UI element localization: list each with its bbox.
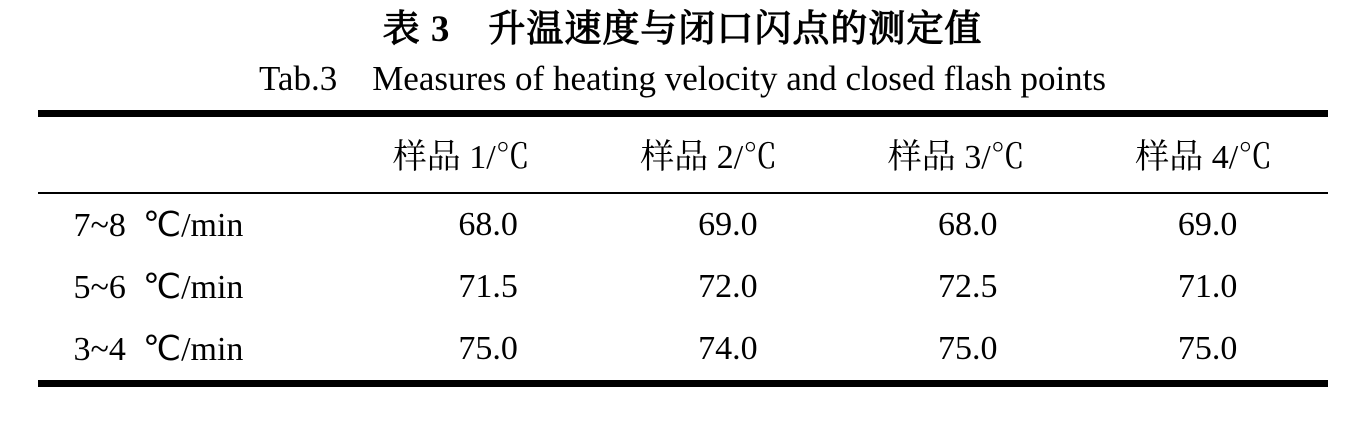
- row-label-heating-rate-5-6: 5~6 ℃/min: [73, 269, 244, 306]
- cell-r2-c4: 75.0: [1177, 330, 1238, 367]
- table-row: [38, 194, 1328, 256]
- column-header-sample-2: 样品 2/℃: [640, 139, 778, 176]
- table-caption: [0, 0, 1365, 102]
- cell-r1-c3: 72.5: [937, 268, 998, 305]
- table-bottom-rule: [38, 380, 1328, 387]
- cell-r0-c3: 68.0: [937, 206, 998, 243]
- table-top-rule: [38, 110, 1328, 117]
- cell-r2-c3: 75.0: [937, 330, 998, 367]
- table-body: [38, 194, 1328, 380]
- measurement-table-body: [38, 194, 1328, 380]
- measurement-table: [38, 117, 1328, 192]
- row-label-heating-rate-7-8: 7~8 ℃/min: [73, 207, 244, 244]
- table-row: [38, 318, 1328, 380]
- column-header-sample-1: 样品 1/℃: [392, 139, 530, 176]
- cell-r0-c4: 69.0: [1177, 206, 1238, 243]
- caption-chinese: 表 3 升温速度与闭口闪点的测定值: [382, 9, 983, 50]
- column-header-blank: [38, 117, 338, 192]
- cell-r1-c2: 72.0: [698, 268, 758, 305]
- table-header: [38, 117, 1328, 192]
- cell-r0-c1: 68.0: [458, 206, 518, 243]
- column-header-sample-4: 样品 4/℃: [1135, 139, 1273, 176]
- table-container: [38, 110, 1328, 387]
- cell-r1-c4: 71.0: [1177, 268, 1238, 305]
- cell-r2-c1: 75.0: [458, 330, 518, 367]
- table-row: [38, 256, 1328, 318]
- row-label-heating-rate-3-4: 3~4 ℃/min: [73, 331, 244, 368]
- column-header-sample-3: 样品 3/℃: [887, 139, 1025, 176]
- cell-r0-c2: 69.0: [698, 206, 758, 243]
- header-row: [38, 117, 1328, 192]
- cell-r1-c1: 71.5: [458, 268, 518, 305]
- cell-r2-c2: 74.0: [698, 330, 758, 367]
- caption-english: Tab.3 Measures of heating velocity and closed flash points: [258, 59, 1107, 98]
